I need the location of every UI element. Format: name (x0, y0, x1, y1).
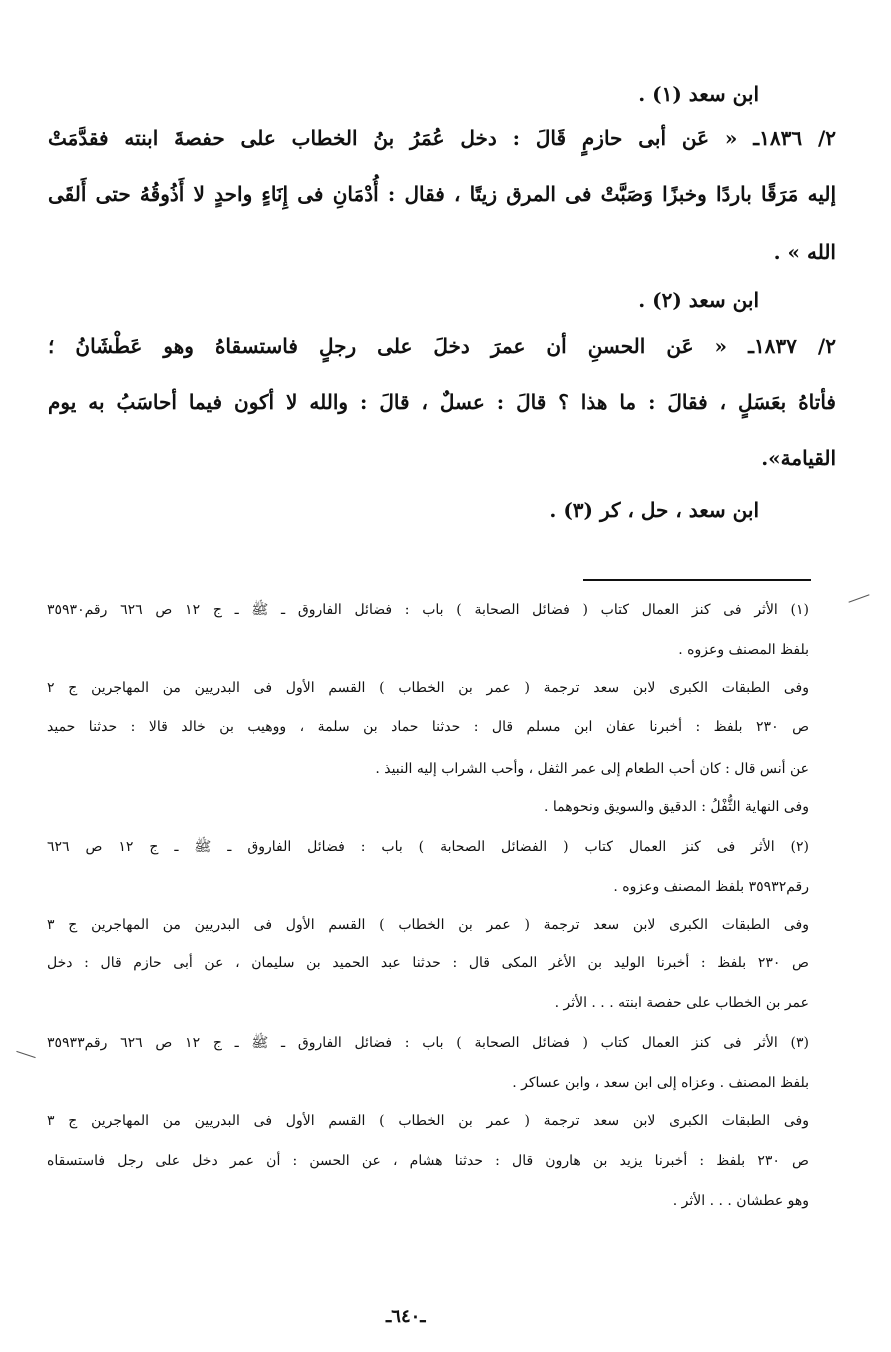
footnote-2-line-5: عمر بن الخطاب على حفصة ابنته . . . الأثر . (554, 995, 809, 1011)
source-ref-1: ابن سعد (١) . (638, 82, 759, 106)
footnote-separator (583, 579, 811, 581)
footnote-3-line-1: (٣) الأثر فى كنز العمال كتاب ( فضائل الصحابة ) باب : فضائل الفاروق ـ ﷺ ـ ج ١٢ ص ٦٢٦ رقم٣٥٩٣٣ (47, 1035, 809, 1051)
hadith-1837-line-1: ٢/ ١٨٣٧ـ « عَن الحسنِ أن عمرَ دخلَ على رجلٍ فاستسقاهُ وهو عَطْشَانُ ؛ (48, 334, 836, 358)
footnote-2-line-1: (٢) الأثر فى كنز العمال كتاب ( الفضائل الصحابة ) باب : فضائل الفاروق ـ ﷺ ـ ج ١٢ ص ٦٢٦ (47, 839, 809, 855)
footnote-3-line-4: ص ٢٣٠ بلفظ : أخبرنا يزيد بن هارون قال : حدثنا هشام ، عن الحسن : أن عمر دخل على رجل فاستسقاه (47, 1153, 809, 1169)
footnote-2-line-4: ص ٢٣٠ بلفظ : أخبرنا الوليد بن الأغر المكى قال : حدثنا عبد الحميد بن سليمان ، عن أبى حازم قال : دخل (47, 955, 809, 971)
footnote-1-line-2: بلفظ المصنف وعزوه . (678, 642, 809, 658)
footnote-3-line-5: وهو عطشان . . . الأثر . (672, 1193, 809, 1209)
margin-mark (16, 1051, 35, 1058)
hadith-1836-line-2: إليه مَرَقًا باردًا وخبزًا وَصَبَّتْ فى المرق زيتًا ، فقال : أُدْمَانِ فى إِنَاءٍ واحدٍ لا أَذُوقُهُ حتى أَلقَى (48, 182, 837, 206)
footnote-1-line-1: (١) الأثر فى كنز العمال كتاب ( فضائل الصحابة ) باب : فضائل الفاروق ـ ﷺ ـ ج ١٢ ص ٦٢٦ رقم٣٥٩٣٠ (47, 602, 809, 618)
hadith-1837-line-3: القيامة». (761, 446, 836, 470)
footnote-2-line-3: وفى الطبقات الكبرى لابن سعد ترجمة ( عمر بن الخطاب ) القسم الأول فى البدريين من المهاجرين ج ٣ (47, 917, 809, 933)
footnote-1-line-4: ص ٢٣٠ بلفظ : أخبرنا عفان ابن مسلم قال : حدثنا حماد بن سلمة ، ووهيب بن خالد قالا : حدثنا حميد (47, 719, 809, 735)
footnote-2-line-2: رقم٣٥٩٣٢ بلفظ المصنف وعزوه . (613, 879, 809, 895)
source-ref-2: ابن سعد (٢) . (638, 288, 759, 312)
hadith-1836-line-1: ٢/ ١٨٣٦ـ « عَن أبى حازمٍ قَالَ : دخل عُمَرُ بنُ الخطاب على حفصةَ ابنته فقدَّمَتْ (48, 126, 836, 150)
footnote-3-line-3: وفى الطبقات الكبرى لابن سعد ترجمة ( عمر بن الخطاب ) القسم الأول فى البدريين من المهاجرين ج ٣ (47, 1113, 809, 1129)
source-ref-3: ابن سعد ، حل ، كر (٣) . (549, 498, 759, 522)
hadith-1836-line-3: الله » . (773, 240, 836, 264)
footnote-1-line-3: وفى الطبقات الكبرى لابن سعد ترجمة ( عمر بن الخطاب ) القسم الأول فى البدريين من المهاجرين ج ٢ (47, 680, 809, 696)
footnote-3-line-2: بلفظ المصنف . وعزاه إلى ابن سعد ، وابن عساكر . (512, 1075, 809, 1091)
footnote-1-line-5: عن أنس قال : كان أحب الطعام إلى عمر الثفل ، وأحب الشراب إليه النبيذ . (375, 761, 809, 777)
hadith-1837-line-2: فأتاهُ بعَسَلٍ ، فقالَ : ما هذا ؟ قالَ : عسلٌ ، قالَ : والله لا أكون فيما أحاسَبُ به يوم (48, 390, 836, 414)
page-number: ـ٦٤٠ـ (386, 1306, 426, 1327)
margin-mark (848, 594, 869, 602)
footnote-1-line-6: وفى النهاية الثُّفْلُ : الدقيق والسويق ونحوهما . (544, 799, 809, 815)
